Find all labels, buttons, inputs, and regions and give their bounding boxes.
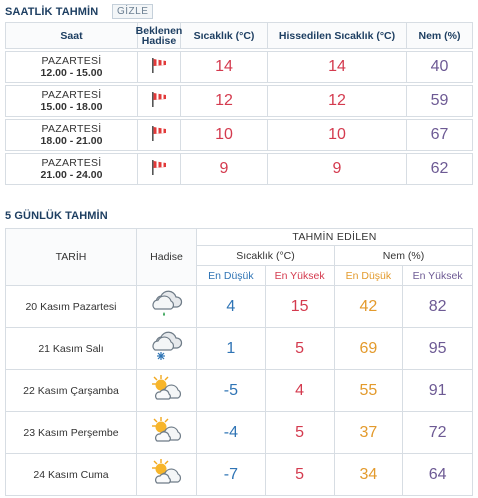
hourly-temp: 9 xyxy=(181,154,268,184)
hourly-hadise xyxy=(138,154,181,184)
hourly-table xyxy=(5,22,473,185)
daily-temp-min: -5 xyxy=(197,370,266,411)
daily-hadise xyxy=(137,286,197,327)
hourly-hadise xyxy=(138,52,181,82)
windsock-icon xyxy=(150,124,168,147)
hourly-day: PAZARTESİ xyxy=(41,89,102,101)
hourly-feels: 12 xyxy=(268,86,407,116)
hourly-hours: 21.00 - 24.00 xyxy=(40,169,103,181)
daily-hum-min: 37 xyxy=(335,412,404,453)
header-temp-max: En Yüksek xyxy=(266,266,335,285)
daily-date: 22 Kasım Çarşamba xyxy=(6,370,137,411)
hourly-hours: 15.00 - 18.00 xyxy=(40,101,103,113)
header-saat: Saat xyxy=(5,23,138,48)
hourly-time xyxy=(5,52,138,82)
hourly-humidity: 62 xyxy=(407,154,473,184)
daily-hum-max: 91 xyxy=(428,381,447,399)
daily-row xyxy=(6,411,472,453)
daily-hadise xyxy=(137,370,197,411)
hourly-humidity: 40 xyxy=(407,52,473,82)
hourly-humidity: 67 xyxy=(407,120,473,150)
hourly-header-row xyxy=(5,22,473,49)
header-groups xyxy=(197,246,472,266)
daily-row xyxy=(6,327,472,369)
daily-section-title: 5 GÜNLÜK TAHMİN xyxy=(5,210,108,222)
hide-button[interactable]: GİZLE xyxy=(112,4,153,19)
header-hadise-line2: Hadise xyxy=(141,34,177,47)
header-hadise xyxy=(135,23,183,48)
hourly-section-title: SAATLİK TAHMİN xyxy=(5,6,99,18)
daily-temp-min: 4 xyxy=(197,286,266,327)
hourly-time xyxy=(5,120,138,150)
header-temp-min: En Düşük xyxy=(197,266,266,285)
daily-date: 24 Kasım Cuma xyxy=(6,454,137,495)
hourly-time xyxy=(5,154,138,184)
header-hissedilen: Hissedilen Sıcaklık (°C) xyxy=(268,23,407,48)
hourly-feels: 14 xyxy=(268,52,407,82)
daily-hum-min: 34 xyxy=(335,454,404,495)
partly-cloudy-icon xyxy=(149,415,185,450)
daily-row xyxy=(6,453,472,495)
hourly-feels: 10 xyxy=(268,120,407,150)
header-tahmin-edilen: TAHMİN EDİLEN xyxy=(197,229,472,246)
daily-table xyxy=(5,228,473,496)
header-daily-hadise: Hadise xyxy=(137,229,197,285)
hourly-feels: 9 xyxy=(268,154,407,184)
header-sicaklik: Sıcaklık (°C) xyxy=(181,23,268,48)
header-forecast-group xyxy=(197,229,472,285)
hourly-hadise xyxy=(138,86,181,116)
cloud-rain-icon xyxy=(149,289,185,324)
daily-hum-max: 95 xyxy=(428,339,447,357)
header-hadise-line1: Beklenen xyxy=(135,24,183,37)
hourly-row xyxy=(5,85,473,117)
daily-hum-min: 55 xyxy=(335,370,404,411)
daily-hadise xyxy=(137,328,197,369)
hourly-row xyxy=(5,51,473,83)
daily-hum-max: 72 xyxy=(428,423,447,441)
daily-hadise xyxy=(137,412,197,453)
hourly-time xyxy=(5,86,138,116)
daily-row xyxy=(6,369,472,411)
windsock-icon xyxy=(150,158,168,181)
daily-hum-min: 69 xyxy=(335,328,404,369)
header-daily-sicaklik: Sıcaklık (°C) xyxy=(197,246,335,265)
daily-temp-min: 1 xyxy=(197,328,266,369)
daily-date: 21 Kasım Salı xyxy=(6,328,137,369)
header-hum-min: En Düşük xyxy=(335,266,404,285)
hourly-day: PAZARTESİ xyxy=(41,157,102,169)
daily-row xyxy=(6,285,472,327)
daily-hum-max: 82 xyxy=(428,297,447,315)
daily-date: 23 Kasım Perşembe xyxy=(6,412,137,453)
hourly-hours: 12.00 - 15.00 xyxy=(40,67,103,79)
header-daily-nem: Nem (%) xyxy=(382,249,425,262)
windsock-icon xyxy=(150,90,168,113)
daily-temp-max: 15 xyxy=(266,286,335,327)
hourly-temp: 12 xyxy=(181,86,268,116)
header-tarih: TARİH xyxy=(6,229,137,285)
daily-hum-min: 42 xyxy=(335,286,404,327)
daily-temp-max: 5 xyxy=(266,328,335,369)
cloud-snow-icon xyxy=(149,330,185,367)
header-subcolumns xyxy=(197,266,472,285)
hourly-temp: 10 xyxy=(181,120,268,150)
hourly-row xyxy=(5,153,473,185)
hourly-day: PAZARTESİ xyxy=(41,55,102,67)
hourly-row xyxy=(5,119,473,151)
hourly-hours: 18.00 - 21.00 xyxy=(40,135,103,147)
daily-hum-max: 64 xyxy=(428,465,447,483)
daily-hadise xyxy=(137,454,197,495)
daily-temp-max: 4 xyxy=(266,370,335,411)
windsock-icon xyxy=(150,56,168,79)
daily-temp-min: -4 xyxy=(197,412,266,453)
header-nem: Nem (%) xyxy=(407,23,473,48)
daily-date: 20 Kasım Pazartesi xyxy=(6,286,137,327)
hourly-humidity: 59 xyxy=(407,86,473,116)
daily-temp-max: 5 xyxy=(266,412,335,453)
hourly-day: PAZARTESİ xyxy=(41,123,102,135)
hourly-temp: 14 xyxy=(181,52,268,82)
daily-temp-max: 5 xyxy=(266,454,335,495)
daily-temp-min: -7 xyxy=(197,454,266,495)
partly-cloudy-icon xyxy=(149,373,185,408)
header-hum-max: En Yüksek xyxy=(412,269,463,282)
hourly-hadise xyxy=(138,120,181,150)
daily-header xyxy=(6,229,472,285)
partly-cloudy-icon xyxy=(149,457,185,492)
